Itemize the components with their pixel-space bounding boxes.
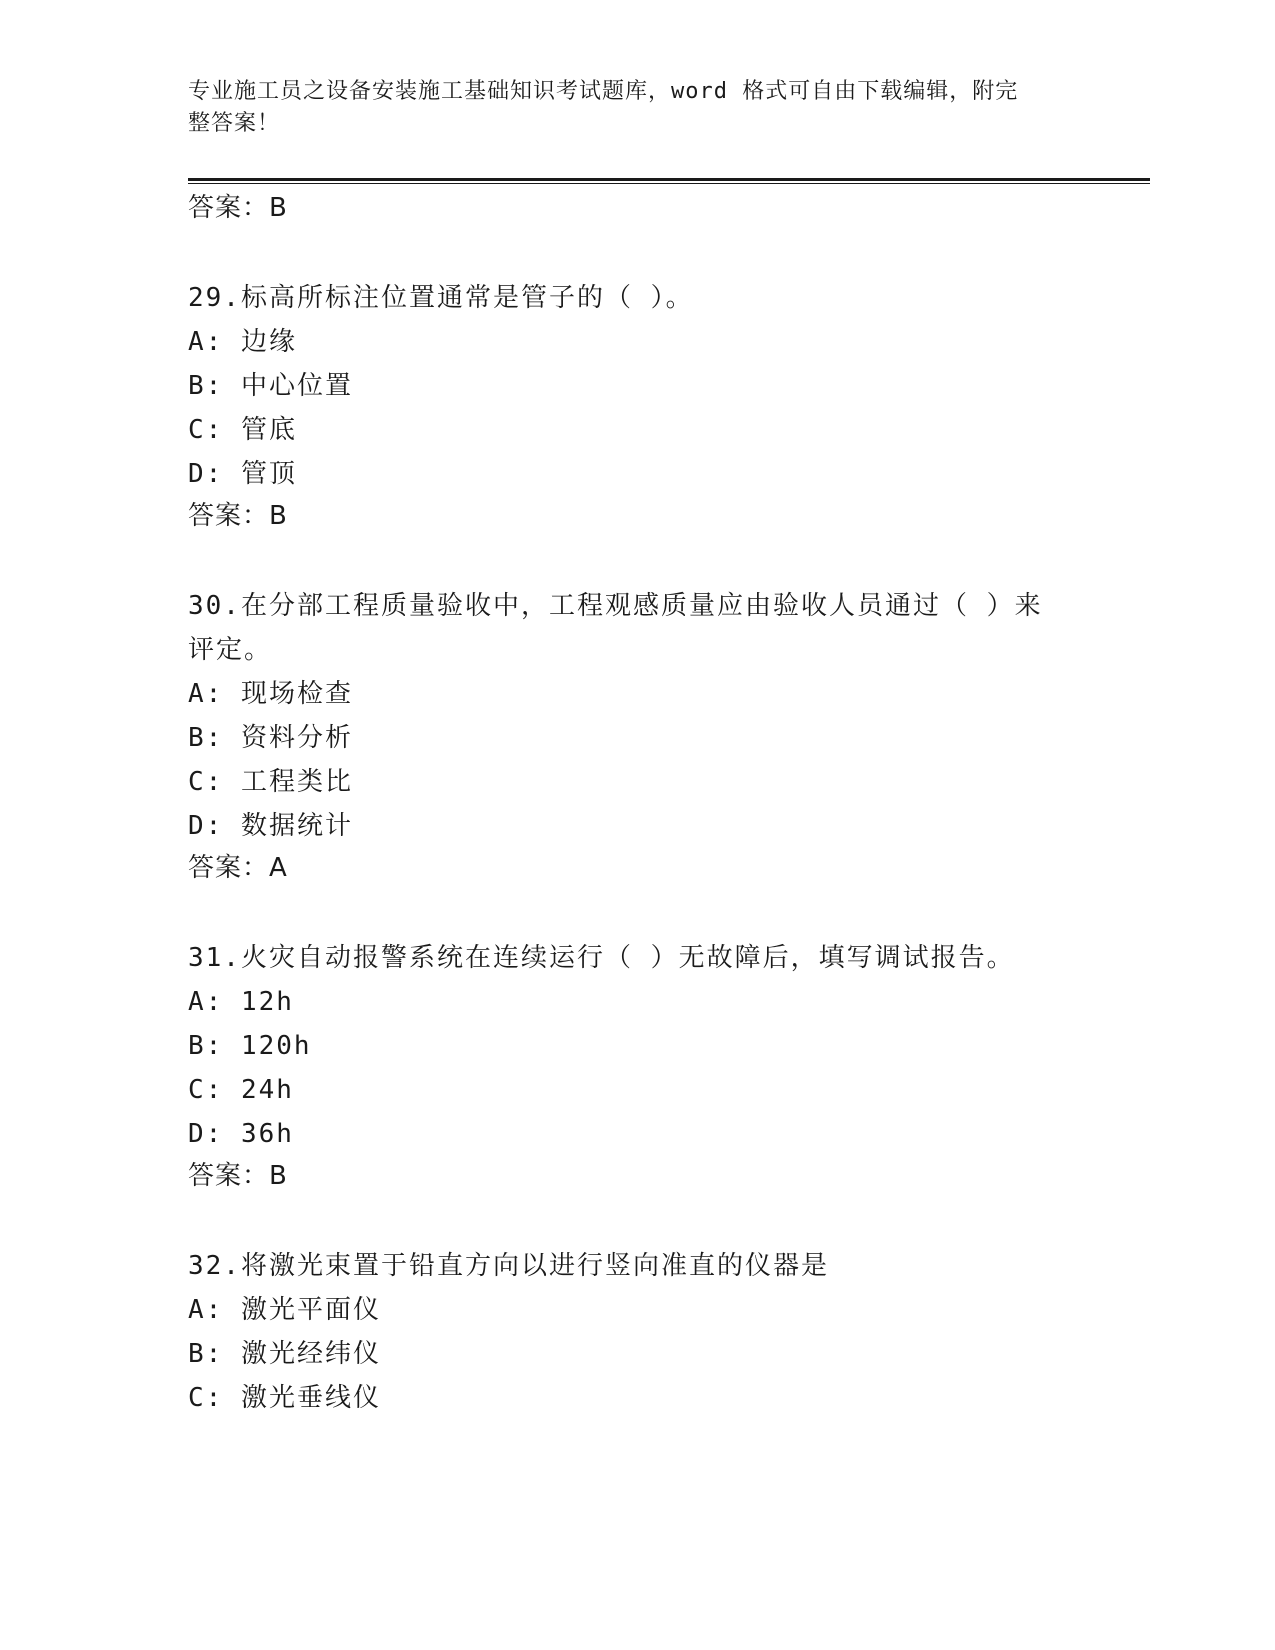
header-line-2: 整答案！ bbox=[188, 111, 281, 136]
question-30-option-b: B: 资料分析 bbox=[188, 723, 353, 753]
question-31-option-a: A: 12h bbox=[188, 987, 294, 1017]
question-30-option-d: D: 数据统计 bbox=[188, 811, 353, 841]
question-31-option-c: C: 24h bbox=[188, 1075, 294, 1105]
previous-answer: 答案：B bbox=[188, 193, 288, 223]
header-divider-thick bbox=[188, 178, 1150, 181]
question-30-answer: 答案：A bbox=[188, 853, 288, 883]
question-29-option-c: C: 管底 bbox=[188, 415, 297, 445]
question-29-option-a: A: 边缘 bbox=[188, 327, 297, 357]
question-32-option-a: A: 激光平面仪 bbox=[188, 1295, 381, 1325]
question-31-option-b: B: 120h bbox=[188, 1031, 312, 1061]
header-divider-thin bbox=[188, 183, 1150, 184]
question-31-option-d: D: 36h bbox=[188, 1119, 294, 1149]
question-29-stem: 29.标高所标注位置通常是管子的（ ）。 bbox=[188, 283, 694, 313]
header-line-1: 专业施工员之设备安装施工基础知识考试题库，word 格式可自由下载编辑，附完 bbox=[188, 79, 1019, 104]
question-32-option-c: C: 激光垂线仪 bbox=[188, 1383, 381, 1413]
document-header bbox=[188, 76, 1068, 140]
question-30-stem-line-1: 30.在分部工程质量验收中，工程观感质量应由验收人员通过（ ）来 bbox=[188, 591, 1043, 621]
question-29-answer: 答案：B bbox=[188, 501, 288, 531]
question-30-option-c: C: 工程类比 bbox=[188, 767, 353, 797]
question-32-stem: 32.将激光束置于铅直方向以进行竖向准直的仪器是 bbox=[188, 1251, 829, 1281]
question-31-stem: 31.火灾自动报警系统在连续运行（ ）无故障后，填写调试报告。 bbox=[188, 943, 1015, 973]
question-31-answer: 答案：B bbox=[188, 1161, 288, 1191]
question-32-option-b: B: 激光经纬仪 bbox=[188, 1339, 381, 1369]
question-30-stem-line-2: 评定。 bbox=[188, 635, 273, 665]
question-29-option-d: D: 管顶 bbox=[188, 459, 297, 489]
question-30-option-a: A: 现场检查 bbox=[188, 679, 353, 709]
question-29-option-b: B: 中心位置 bbox=[188, 371, 353, 401]
